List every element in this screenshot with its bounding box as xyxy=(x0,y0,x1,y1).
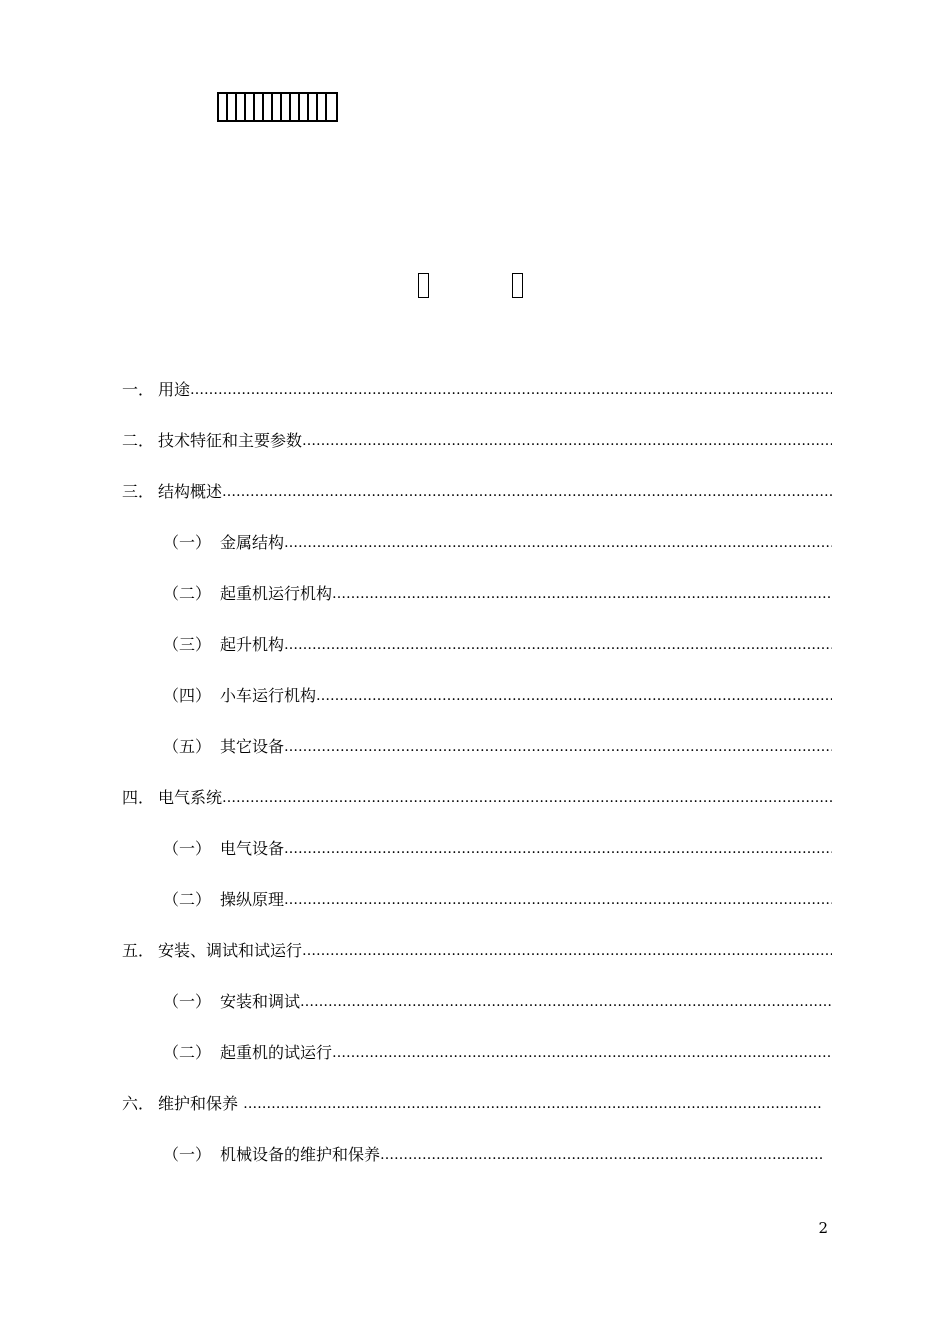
placeholder-glyph-cell xyxy=(300,94,309,120)
placeholder-glyph-cell xyxy=(318,94,327,120)
dot-leader xyxy=(284,836,832,862)
toc-entry[interactable] xyxy=(122,377,832,403)
placeholder-glyph-cell xyxy=(327,94,336,120)
placeholder-glyph-cell xyxy=(282,94,291,120)
toc-entry[interactable] xyxy=(163,530,832,556)
toc-entry-number: （二） xyxy=(163,1043,212,1062)
toc-entry-number: （一） xyxy=(163,533,212,552)
toc-entry[interactable] xyxy=(163,683,832,709)
placeholder-glyph-cell xyxy=(291,94,300,120)
toc-entry-label: 小车运行机构 xyxy=(220,686,317,705)
toc-entry[interactable] xyxy=(122,1091,822,1117)
dot-leader xyxy=(284,530,832,556)
toc-entry[interactable] xyxy=(163,581,832,607)
toc-entry-label: 维护和保养 xyxy=(158,1094,244,1113)
title-glyph-box xyxy=(512,273,523,298)
title-glyph-box xyxy=(418,273,429,298)
toc-entry-label: 电气系统 xyxy=(158,788,223,807)
placeholder-glyph-cell xyxy=(309,94,318,120)
toc-entry-number: （一） xyxy=(163,1145,212,1164)
toc-entry[interactable] xyxy=(122,428,832,454)
toc-entry-number: （五） xyxy=(163,737,212,756)
toc-entry-number: （二） xyxy=(163,890,212,909)
dot-leader xyxy=(300,989,832,1015)
toc-entry-number: （四） xyxy=(163,686,212,705)
toc-entry-number: 一． xyxy=(122,380,155,399)
toc-entry[interactable] xyxy=(163,1040,832,1066)
dot-leader xyxy=(302,428,832,454)
toc-entry[interactable] xyxy=(163,887,832,913)
header-placeholder-box xyxy=(217,92,338,122)
toc-entry[interactable] xyxy=(163,989,832,1015)
dot-leader xyxy=(284,887,832,913)
toc-entry-label: 安装、调试和试运行 xyxy=(158,941,303,960)
placeholder-glyph-cell xyxy=(228,94,237,120)
dot-leader xyxy=(332,581,832,607)
toc-entry-label: 技术特征和主要参数 xyxy=(158,431,303,450)
toc-entry[interactable] xyxy=(122,479,832,505)
dot-leader xyxy=(222,479,832,505)
toc-entry-label: 起重机运行机构 xyxy=(220,584,333,603)
toc-entry-label: 起重机的试运行 xyxy=(220,1043,333,1062)
toc-entry-number: 二． xyxy=(122,431,155,450)
placeholder-glyph-cell xyxy=(219,94,228,120)
page-number: 2 xyxy=(818,1219,828,1237)
placeholder-glyph-cell xyxy=(255,94,264,120)
toc-entry-label: 其它设备 xyxy=(220,737,285,756)
toc-entry[interactable] xyxy=(122,938,832,964)
toc-entry-number: 五． xyxy=(122,941,155,960)
dot-leader xyxy=(332,1040,832,1066)
toc-entry[interactable] xyxy=(163,836,832,862)
dot-leader xyxy=(316,683,832,709)
dot-leader xyxy=(284,632,832,658)
toc-entry[interactable] xyxy=(122,785,832,811)
toc-entry-number: 四． xyxy=(122,788,155,807)
dot-leader xyxy=(243,1091,822,1117)
toc-entry[interactable] xyxy=(163,734,832,760)
toc-entry-label: 安装和调试 xyxy=(220,992,301,1011)
placeholder-glyph-cell xyxy=(273,94,282,120)
toc-entry-number: （一） xyxy=(163,839,212,858)
toc-entry-number: 六． xyxy=(122,1094,155,1113)
toc-entry-number: （一） xyxy=(163,992,212,1011)
toc-entry-label: 用途 xyxy=(158,380,191,399)
dot-leader xyxy=(302,938,832,964)
toc-title xyxy=(0,273,950,301)
dot-leader xyxy=(284,734,832,760)
placeholder-glyph-cell xyxy=(246,94,255,120)
toc-entry-number: （三） xyxy=(163,635,212,654)
toc-entry-label: 机械设备的维护和保养 xyxy=(220,1145,381,1164)
toc-entry-label: 起升机构 xyxy=(220,635,285,654)
toc-entry-label: 金属结构 xyxy=(220,533,285,552)
dot-leader xyxy=(380,1142,822,1168)
toc-entry-label: 操纵原理 xyxy=(220,890,285,909)
toc-entry-label: 结构概述 xyxy=(158,482,223,501)
placeholder-glyph-cell xyxy=(264,94,273,120)
toc-entry[interactable] xyxy=(163,632,832,658)
toc-entry-number: （二） xyxy=(163,584,212,603)
dot-leader xyxy=(190,377,832,403)
toc-entry-number: 三． xyxy=(122,482,155,501)
toc-entry-label: 电气设备 xyxy=(220,839,285,858)
placeholder-glyph-cell xyxy=(237,94,246,120)
dot-leader xyxy=(222,785,832,811)
toc-entry[interactable] xyxy=(163,1142,822,1168)
